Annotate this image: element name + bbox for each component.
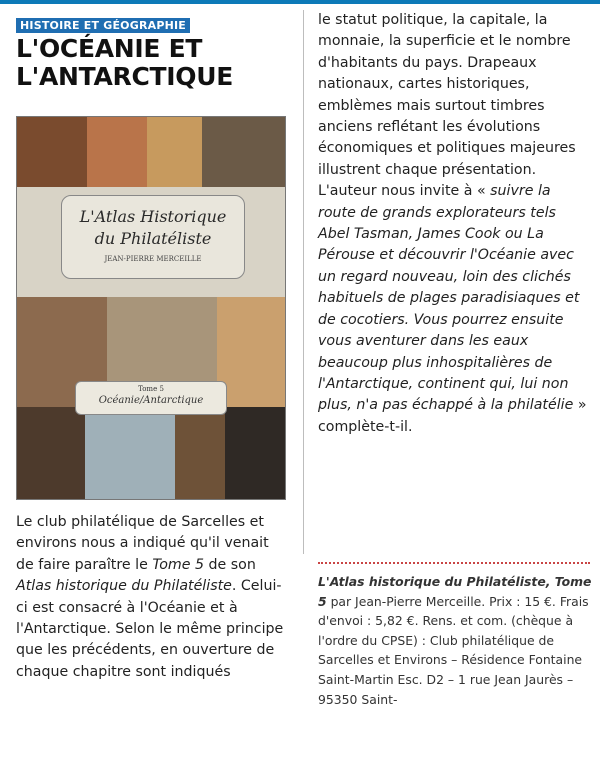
cover-title-plate [61,195,245,279]
lead-text-1: Le club philatélique de Sarcelles et environs nous a indiqué qu'il venait de faire paraître le [16,514,269,573]
section-rubric: HISTOIRE ET GÉOGRAPHIE [16,18,190,33]
dotted-separator [318,562,590,564]
article-title [16,35,288,91]
cover-photo-figure [147,117,202,187]
cover-photo-captain [17,407,85,499]
lead-book-title: Atlas historique du Philatéliste [16,578,232,595]
cover-photo-elder [217,297,285,407]
lead-text-3: . Celui-ci est consacré à l'Océanie et à l'Antarctique. Selon le même principe que les précédents, en ouverture de chaque chapitre sont indiqués [16,578,284,680]
cover-author: JEAN-PIERRE MERCEILLE [104,255,202,263]
cover-subtitle: Océanie/Antarctique [98,395,204,406]
body-paragraph [318,10,590,438]
lead-tome: Tome 5 [152,556,204,573]
cover-photo-clergyman [225,407,285,499]
body-text: le statut politique, la capitale, la monnaie, la superficie et le nombre d'habitants du pays. Drapeaux nationaux, cartes historiques, emblèmes mais surtout timbres anciens reflétant les évolutions économiques et politiques majeures illustrent chaque présentation. L'auteur nous invite à « [318,12,576,200]
cover-title-line-1: L'Atlas Historique [79,207,227,226]
column-divider [303,10,304,554]
title-line-2: L'ANTARCTIQUE [16,62,233,91]
cover-tome: Tome 5 [138,385,164,393]
cover-title-line-2: du Philatéliste [94,229,212,248]
article-header [16,14,288,91]
cover-photo-sailing [85,407,175,499]
body-quote: suivre la route de grands explorateurs tels Abel Tasman, James Cook ou La Pérouse et découvrir l'Océanie avec un regard nouveau, loin des clichés habituels de plages paradisiaques et de cocotiers. Vous pourrez ensuite vous aventurer dans les eaux beaucoup plus inhospitalières de l'Antarctique, continent qui, lui non plus, n'a pas échappé à la philatélie [318,183,580,414]
cover-subtitle-plate [75,381,227,415]
lead-paragraph [16,512,288,683]
book-cover-image [16,116,286,500]
book-info-box [318,572,592,709]
info-book-title: L'Atlas historique du Philatéliste, Tome 5 [318,574,592,609]
body-end: » complète-t-il. [318,397,587,435]
cover-photo-statue [87,117,147,187]
cover-photo-globe [175,407,225,499]
info-text: par Jean-Pierre Merceille. Prix : 15 €. Frais d'envoi : 5,82 €. Rens. et com. (chèque à l'ordre du CPSE) : Club philatélique de Sarcelles et Environs – Résidence Fontaine Saint-Martin Esc. D2 – 1 rue Jean Jaurès – 95350 Saint- [318,593,589,707]
title-line-1: L'OCÉANIE ET [16,34,203,63]
cover-photo-portrait [17,117,87,187]
cover-photo-scene [202,117,285,187]
top-rule [0,0,600,4]
lead-text-2: de son [204,556,256,573]
